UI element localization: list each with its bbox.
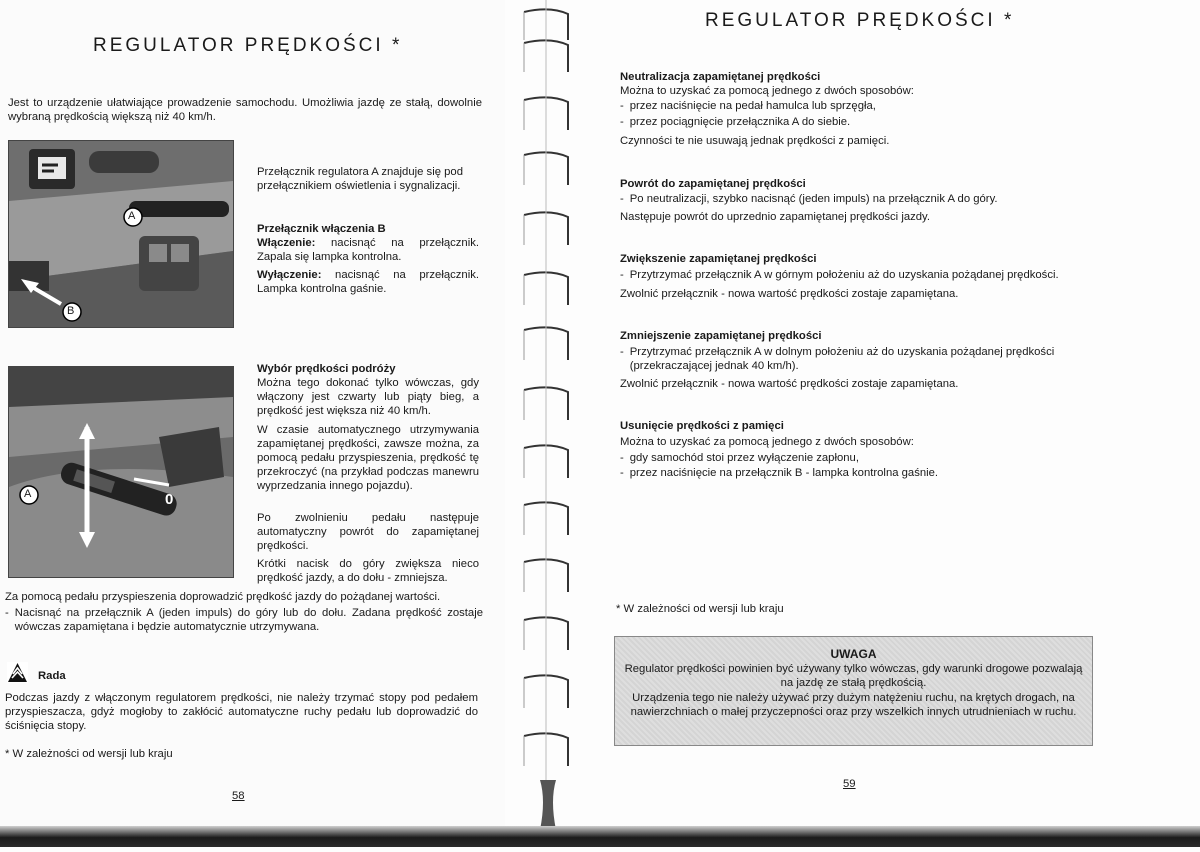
press-switch-item: - Nacisnąć na przełącznik A (jeden impuls) do góry lub do dołu. Zadana prędkość zostaje wówczas zapamiętana i będzie automatycznie utrzymywana. xyxy=(5,607,483,633)
neutralization-bullet-1: - przez naciśnięcie na pedał hamulca lub sprzęgła, xyxy=(620,100,876,112)
photo1-label-a: A xyxy=(128,210,136,222)
photo1-label-b: B xyxy=(67,305,75,317)
neutralization-intro: Można to uzyskać za pomocą jednego z dwóch sposobów: xyxy=(620,85,914,97)
travel-speed-p4: Krótki nacisk do góry zwiększa nieco prędkość jazdy, a do dołu - zmniejsza. xyxy=(257,558,479,584)
increase-note: Zwolnić przełącznik - nowa wartość prędkości zostaje zapamiętana. xyxy=(620,288,959,300)
clear-memory-bullet-2: - przez naciśnięcie na przełącznik B - lampka kontrolna gaśnie. xyxy=(620,467,939,479)
switch-on-desc: nacisnąć na przełącznik. Zapala się lampka kontrolna. xyxy=(257,237,480,263)
neutralization-bullet-2-text: przez pociągnięcie przełącznika A do siebie. xyxy=(629,116,851,128)
decrease-bullet-1-text: Przytrzymać przełącznik A w dolnym położeniu aż do uzyskania pożądanej prędkości (przekraczającej jednak 40 km/h). xyxy=(629,346,1055,372)
resume-bullet-1: - Po neutralizacji, szybko nacisnąć (jeden impuls) na przełącznik A do góry. xyxy=(620,193,998,205)
left-intro: Jest to urządzenie ułatwiające prowadzenie samochodu. Umożliwia jazdę ze stałą, dowolnie wybraną prędkością większą niż 40 km/h. xyxy=(8,97,482,123)
left-page-number: 58 xyxy=(232,790,245,802)
switch-off-label: Wyłączenie: xyxy=(257,269,322,281)
clear-memory-bullet-1-text: gdy samochód stoi przez wyłączenie zapłonu, xyxy=(629,452,859,464)
switch-photo-2-drawing xyxy=(9,367,233,577)
right-page-title: REGULATOR PRĘDKOŚCI * xyxy=(705,10,1015,31)
decrease-bullet-1: - Przytrzymać przełącznik A w dolnym położeniu aż do uzyskania pożądanej prędkości (przekraczającej jednak 40 km/h). xyxy=(620,345,1090,373)
switch-photo-1 xyxy=(8,140,234,328)
rada-label: Rada xyxy=(38,670,66,682)
increase-heading: Zwiększenie zapamiętanej prędkości xyxy=(620,253,817,265)
switch-location-text: Przełącznik regulatora A znajduje się pod przełącznikiem oświetlenia i sygnalizacji. xyxy=(257,166,463,192)
clear-memory-bullet-2-text: przez naciśnięcie na przełącznik B - lampka kontrolna gaśnie. xyxy=(629,467,939,479)
pedal-instruction: Za pomocą pedału przyspieszenia doprowadzić prędkość jazdy do pożądanej wartości. xyxy=(5,591,441,603)
decrease-note: Zwolnić przełącznik - nowa wartość prędkości zostaje zapamiętana. xyxy=(620,378,959,390)
switch-off-text xyxy=(257,268,479,296)
resume-note: Następuje powrót do uprzednio zapamiętanej prędkości jazdy. xyxy=(620,211,931,223)
switch-on-label: Włączenie: xyxy=(257,237,316,249)
left-footnote: * W zależności od wersji lub kraju xyxy=(5,748,173,760)
left-page-title: REGULATOR PRĘDKOŚCI * xyxy=(93,35,403,56)
right-footnote: * W zależności od wersji lub kraju xyxy=(616,603,784,615)
warning-text-1: Regulator prędkości powinien być używany tylko wówczas, gdy warunki drogowe pozwalają na jazdę ze stałą prędkością. xyxy=(624,663,1083,689)
switch-photo-2 xyxy=(8,366,234,578)
travel-speed-p1: Można tego dokonać tylko wówczas, gdy włączony jest czwarty lub piąty bieg, a prędkość jest większa niż 40 km/h. xyxy=(257,377,479,417)
book-binding-edge xyxy=(0,826,1200,847)
neutralization-note: Czynności te nie usuwają jednak prędkości z pamięci. xyxy=(620,135,890,147)
travel-speed-heading: Wybór prędkości podróży xyxy=(257,363,396,375)
clear-memory-bullet-1: - gdy samochód stoi przez wyłączenie zapłonu, xyxy=(620,452,859,464)
press-switch-text: Nacisnąć na przełącznik A (jeden impuls) do góry lub do dołu. Zadana prędkość zostaje wówczas zapamiętana i będzie automatycznie utrzymywana. xyxy=(14,607,483,633)
increase-bullet-1-text: Przytrzymać przełącznik A w górnym położeniu aż do uzyskania pożądanej prędkości. xyxy=(629,269,1059,281)
neutralization-bullet-2: - przez pociągnięcie przełącznika A do siebie. xyxy=(620,116,851,128)
spiral-binding xyxy=(510,0,580,847)
rada-text: Podczas jazdy z włączonym regulatorem prędkości, nie należy trzymać stopy pod pedałem przyspieszacza, gdyż mogłoby to zakłócić automatyczne ruchy pedału lub doprowadzić do ściśnięcia stopy. xyxy=(5,692,478,732)
warning-box xyxy=(614,636,1093,746)
travel-speed-p2: W czasie automatycznego utrzymywania zapamiętanej prędkości, zawsze można, za pomocą pedału przyspieszenia, prędkość tę przekroczyć (na przykład podczas manewru wyprzedzania innego pojazdu). xyxy=(257,424,479,492)
clear-memory-heading: Usunięcie prędkości z pamięci xyxy=(620,420,784,432)
warning-title: UWAGA xyxy=(830,647,877,661)
right-page-number: 59 xyxy=(843,778,856,790)
switch-on-text xyxy=(257,236,479,264)
increase-bullet-1: - Przytrzymać przełącznik A w górnym położeniu aż do uzyskania pożądanej prędkości. xyxy=(620,269,1059,281)
travel-speed-p3: Po zwolnieniu pedału następuje automatyczny powrót do zapamiętanej prędkości. xyxy=(257,512,479,552)
clear-memory-intro: Można to uzyskać za pomocą jednego z dwóch sposobów: xyxy=(620,436,914,448)
photo2-label-a: A xyxy=(24,488,32,500)
neutralization-heading: Neutralizacja zapamiętanej prędkości xyxy=(620,71,821,83)
switch-b-heading: Przełącznik włączenia B xyxy=(257,223,386,235)
rada-warning-icon xyxy=(7,662,28,683)
switch-photo-1-drawing xyxy=(9,141,233,327)
spiral-binding-drawing xyxy=(510,0,580,847)
resume-heading: Powrót do zapamiętanej prędkości xyxy=(620,178,806,190)
photo2-label-zero: 0 xyxy=(165,491,174,508)
resume-bullet-1-text: Po neutralizacji, szybko nacisnąć (jeden impuls) na przełącznik A do góry. xyxy=(629,193,998,205)
decrease-heading: Zmniejszenie zapamiętanej prędkości xyxy=(620,330,822,342)
neutralization-bullet-1-text: przez naciśnięcie na pedał hamulca lub sprzęgła, xyxy=(629,100,876,112)
warning-text-2: Urządzenia tego nie należy używać przy dużym natężeniu ruchu, na krętych drogach, na nawierzchniach o małej przyczepności oraz przy wszelkich innych utrudnieniach w ruchu. xyxy=(630,692,1077,718)
switch-off-desc: nacisnąć na przełącznik. Lampka kontrolna gaśnie. xyxy=(257,269,479,295)
